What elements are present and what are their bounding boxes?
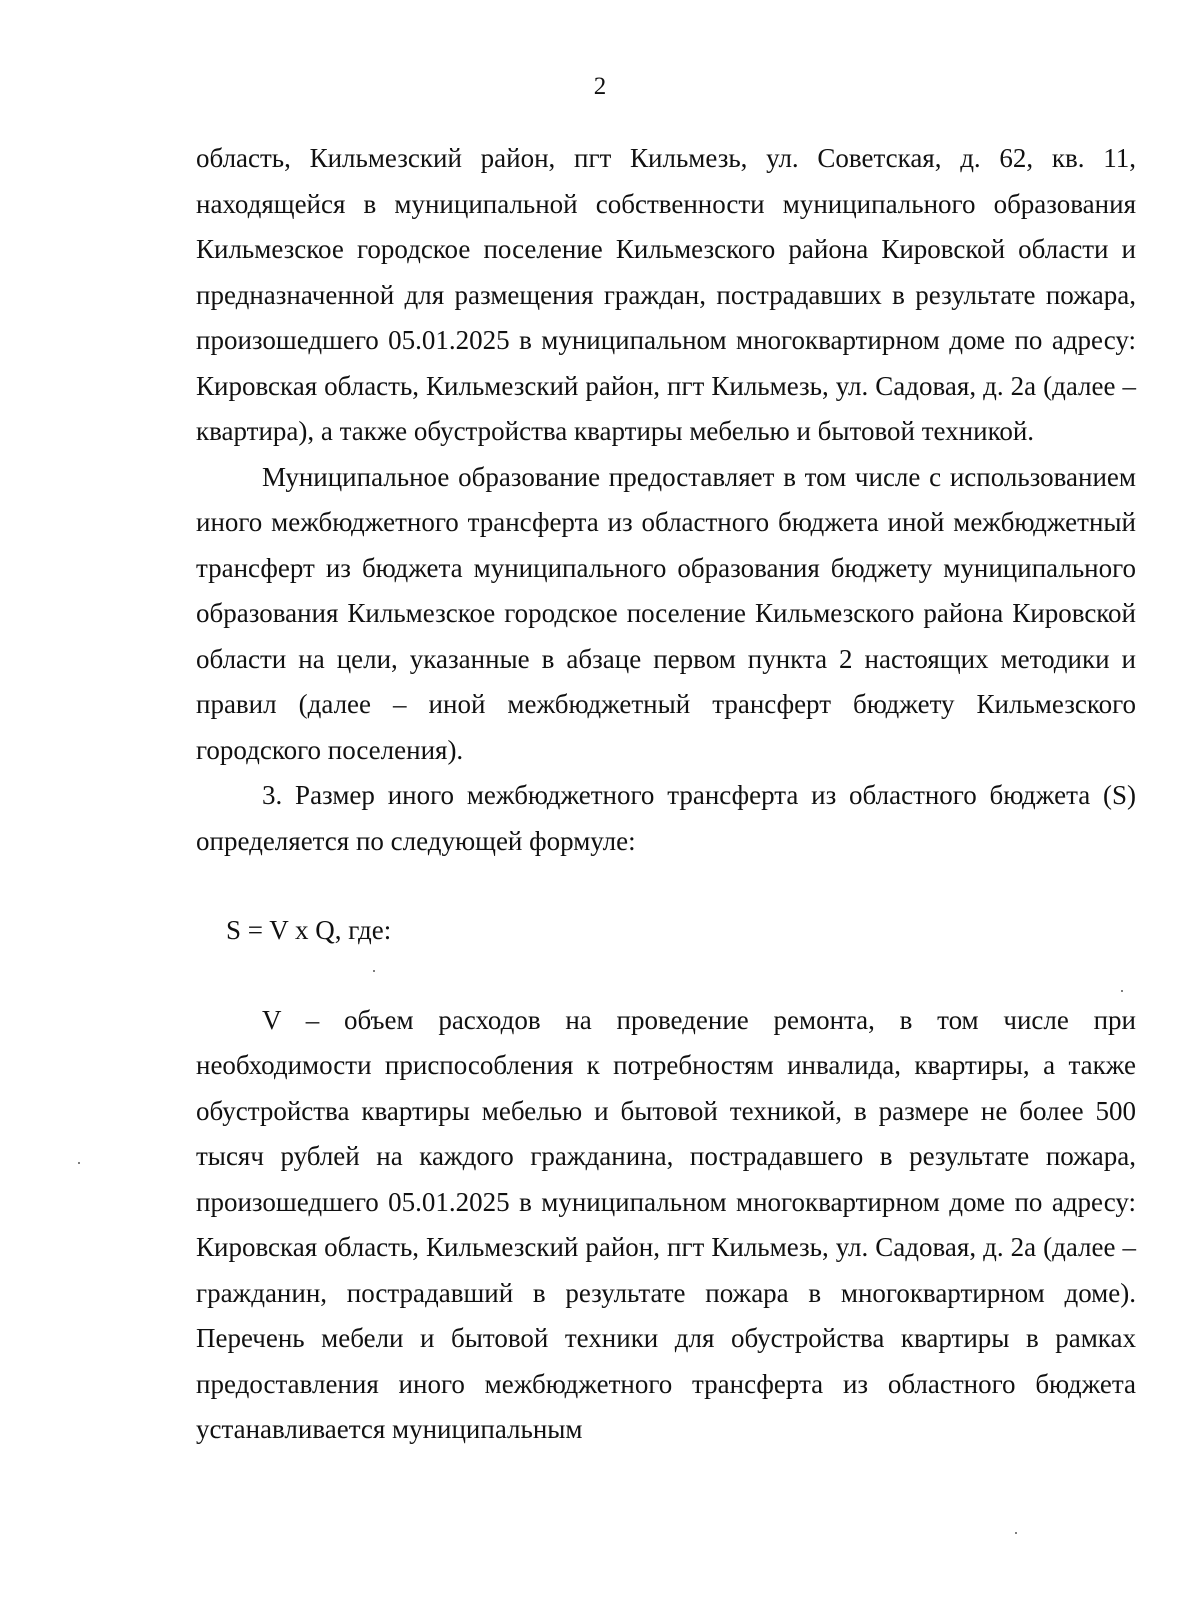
formula: S = V x Q, где: <box>226 915 392 945</box>
scan-speck <box>373 970 375 972</box>
paragraph-municipal-transfer: Муниципальное образование предоставляет в том числе с использованием иного межбюджетного трансферта из областного бюджета иной межбюджетный трансферт из бюджета муниципального образования бюджету муниципального образования Кильмезское городское поселение Кильмезского района Кировской области на цели, указанные в абзаце первом пункта 2 настоящих методики и правил (далее – иной межбюджетный трансферт бюджету Кильмезского городского поселения). <box>196 461 1136 765</box>
page-number: 2 <box>593 73 607 100</box>
paragraph-address-continuation: область, Кильмезский район, пгт Кильмезь, ул. Советская, д. 62, кв. 11, находящейся в муниципальной собственности муниципального образования Кильмезское городское поселение Кильмезского района Кировской области и предназначенной для размещения граждан, пострадавших в результате пожара, произошедшего 05.01.2025 в муниципальном многоквартирном доме по адресу: Кировская область, Кильмезский район, пгт Кильмезь, ул. Садовая, д. 2а (далее – квартира), а также обустройства квартиры мебелью и бытовой техникой. <box>196 143 1136 446</box>
scan-speck <box>78 1162 80 1164</box>
scan-speck <box>1121 990 1123 992</box>
paragraph-v-definition: V – объем расходов на проведение ремонта, в том числе при необходимости приспособления к потребностям инвалида, квартиры, а также обустройства квартиры мебелью и бытовой техникой, в размере не более 500 тысяч рублей на каждого гражданина, пострадавшего в результате пожара, произошедшего 05.01.2025 в муниципальном многоквартирном доме по адресу: Кировская область, Кильмезский район, пгт Кильмезь, ул. Садовая, д. 2а (далее – гражданин, пострадавший в результате пожара в многоквартирном доме). Перечень мебели и бытовой техники для обустройства квартиры в рамках предоставления иного межбюджетного трансферта из областного бюджета устанавливается муниципальным <box>196 1004 1136 1444</box>
scan-speck <box>1015 1532 1017 1534</box>
document-body <box>196 136 1136 1453</box>
paragraph-transfer-size: 3. Размер иного межбюджетного трансферта из областного бюджета (S) определяется по следующей формуле: <box>196 780 1136 856</box>
